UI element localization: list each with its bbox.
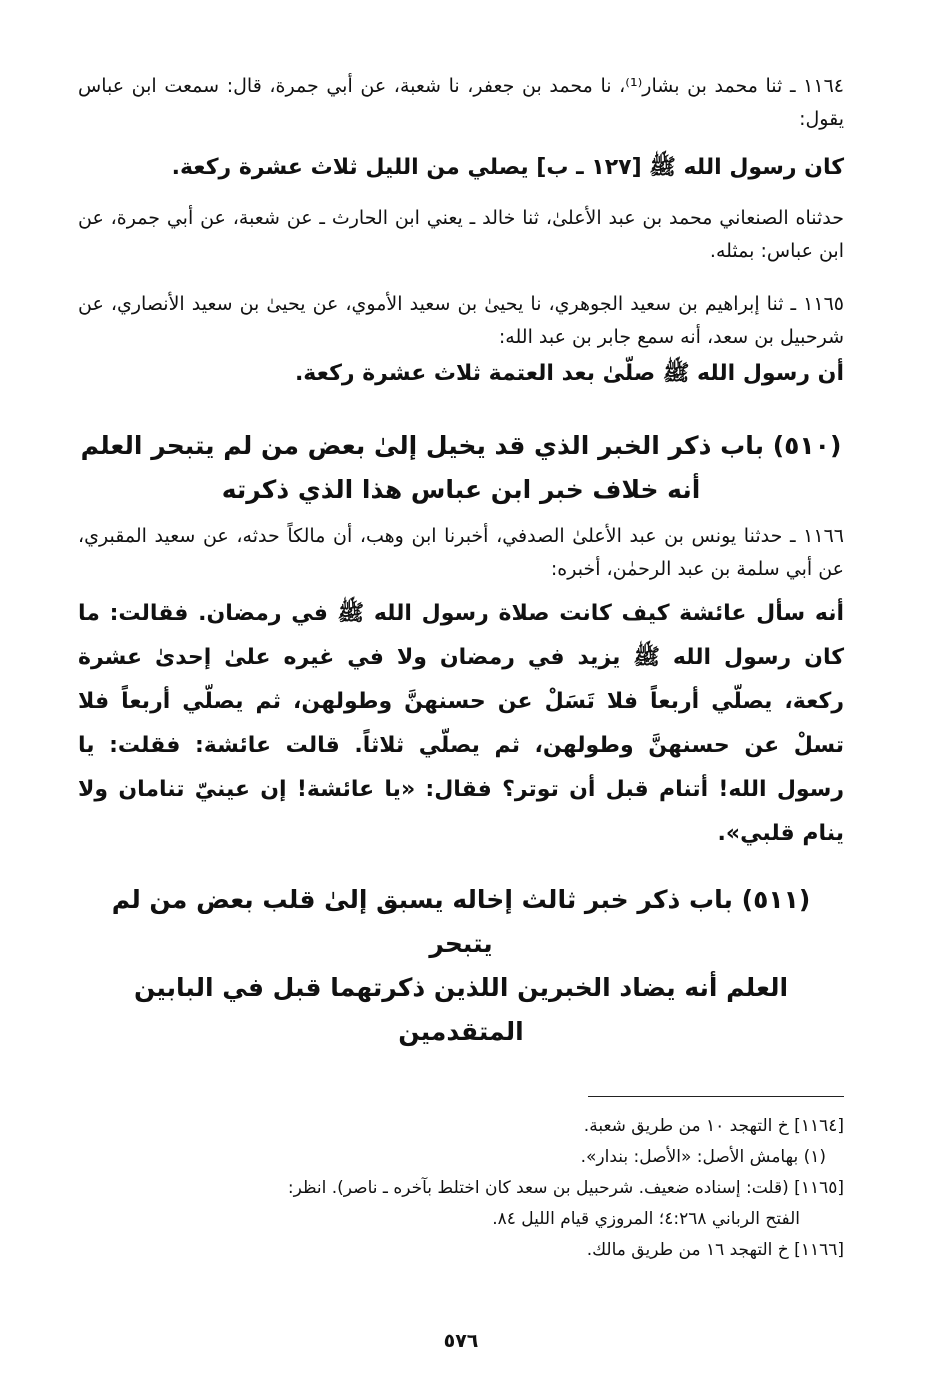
footnotes xyxy=(78,1111,844,1266)
chapter-510-heading xyxy=(78,424,844,512)
hadith-1165-matn: أن رسول الله ﷺ صلّىٰ بعد العتمة ثلاث عشرة ركعة. xyxy=(294,361,844,386)
book-page xyxy=(78,60,844,1352)
footnote-1165-line-1: [١١٦٥] (قلت: إسناده ضعيف. شرحبيل بن سعد كان اختلط بآخره ـ ناصر). انظر: xyxy=(287,1178,844,1198)
footnote-1165-line-2: الفتح الرباني ٤:٢٦٨؛ المروزي قيام الليل ٨٤. xyxy=(492,1209,800,1229)
hadith-1164-isnad: ١١٦٤ ـ ثنا محمد بن بشار⁽¹⁾، نا محمد بن جعفر، نا شعبة، عن أبي جمرة، قال: سمعت ابن عباس يقول: xyxy=(78,75,844,130)
hadith-1166-isnad: ١١٦٦ ـ حدثنا يونس بن عبد الأعلىٰ الصدفي، أخبرنا ابن وهب، أن مالكاً حدثه، عن سعيد المقبري، عن أبي سلمة بن عبد الرحمٰن، أخبره: xyxy=(78,525,844,580)
footnote-1: (١) بهامش الأصل: «الأصل: بندار». xyxy=(580,1147,826,1167)
chapter-511-line-2: العلم أنه يضاد الخبرين اللذين ذكرتهما قبل في البابين المتقدمين xyxy=(133,973,789,1046)
chapter-511-line-1: (٥١١) باب ذكر خبر ثالث إخاله يسبق إلىٰ قلب بعض من لم يتبحر xyxy=(111,885,811,958)
page-number: ٥٧٦ xyxy=(443,1330,479,1352)
hadith-1166-matn: أنه سأل عائشة كيف كانت صلاة رسول الله ﷺ في رمضان. فقالت: ما كان رسول الله ﷺ يزيد في رمضان ولا في غيره علىٰ إحدىٰ عشرة ركعة، يصلّي أربعاً فلا تَسَلْ عن حسنهنَّ وطولهن، ثم يصلّي أربعاً فلا تسلْ عن حسنهنَّ وطولهن، ثم يصلّي ثلاثاً. قالت عائشة: فقلت: يا رسول الله! أتنام قبل أن توتر؟ فقال: «يا عائشة! إن عينيّ تنامان ولا ينام قلبي». xyxy=(78,601,844,846)
chapter-510-line-1: (٥١٠) باب ذكر الخبر الذي قد يخيل إلىٰ بعض من لم يتبحر العلم xyxy=(80,431,842,460)
footnote-1166: [١١٦٦] خ التهجد ١٦ من طريق مالك. xyxy=(586,1240,844,1260)
footnote-1164: [١١٦٤] خ التهجد ١٠ من طريق شعبة. xyxy=(583,1116,844,1136)
hadith-1164-matn: كان رسول الله ﷺ [١٢٧ ـ ب] يصلي من الليل ثلاث عشرة ركعة. xyxy=(171,155,844,180)
hadith-1165-isnad: ١١٦٥ ـ ثنا إبراهيم بن سعيد الجوهري، نا يحيىٰ بن سعيد الأموي، عن يحيىٰ بن سعيد الأنصاري، عن شرحبيل بن سعد، أنه سمع جابر بن عبد الله: xyxy=(78,293,844,348)
hadith-1164-sub-isnad: حدثناه الصنعاني محمد بن عبد الأعلىٰ، ثنا خالد ـ يعني ابن الحارث ـ عن شعبة، عن أبي جمرة، عن ابن عباس: بمثله. xyxy=(78,207,844,262)
footnote-divider xyxy=(588,1096,844,1097)
chapter-510-line-2: أنه خلاف خبر ابن عباس هذا الذي ذكرته xyxy=(221,475,701,504)
chapter-511-heading xyxy=(78,878,844,1054)
